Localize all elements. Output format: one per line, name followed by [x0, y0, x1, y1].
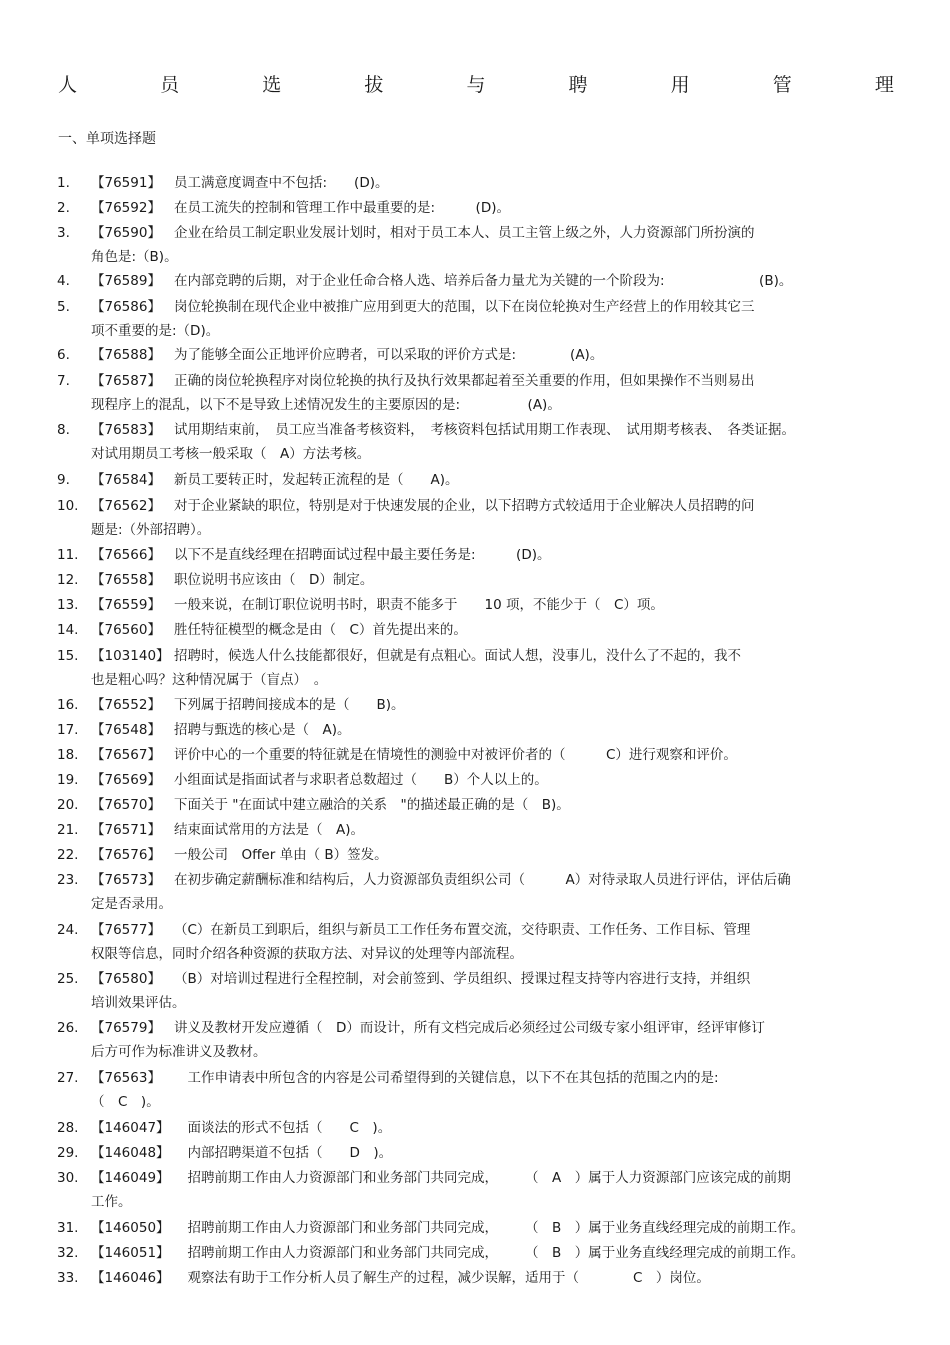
- question-text: 员工满意度调查中不包括: (D)。: [174, 175, 389, 191]
- question-text: 招聘前期工作由人力资源部门和业务部门共同完成， （ B ）属于业务直线经理完成的前期工作。: [174, 1245, 805, 1261]
- question-text: 一般来说，在制订职位说明书时，职责不能多于 10 项，不能少于（ C）项。: [174, 597, 664, 613]
- question-id: 【76577】: [91, 922, 161, 938]
- question-text-continued: 定是否录用。: [91, 896, 172, 912]
- question-id: 【76586】: [91, 299, 161, 315]
- question-id: 【146047】: [91, 1120, 170, 1136]
- question-text: 在员工流失的控制和管理工作中最重要的是: (D)。: [174, 200, 510, 216]
- title-char: 理: [874, 74, 894, 96]
- question-number: 14.: [57, 622, 79, 638]
- question-text-continued: （ C )。: [91, 1094, 160, 1110]
- question-text-continued: 也是粗心吗？这种情况属于（盲点） 。: [91, 672, 328, 688]
- question-text-continued: 项不重要的是:（D)。: [91, 323, 220, 339]
- question-number: 33.: [57, 1270, 79, 1286]
- question-id: 【76589】: [91, 273, 161, 289]
- question-number: 2.: [57, 200, 70, 216]
- question-number: 30.: [57, 1170, 79, 1186]
- question-text: 工作申请表中所包含的内容是公司希望得到的关键信息，以下不在其包括的范围之内的是:: [174, 1070, 719, 1086]
- question-id: 【76567】: [91, 747, 161, 763]
- question-number: 19.: [57, 772, 79, 788]
- title-char: 管: [772, 74, 792, 96]
- question-text: 试用期结束前， 员工应当准备考核资料， 考核资料包括试用期工作表现、 试用期考核表、 各类证据。: [174, 422, 795, 438]
- question-number: 27.: [57, 1070, 79, 1086]
- question-number: 29.: [57, 1145, 79, 1161]
- question-id: 【76566】: [91, 547, 161, 563]
- title-char: 拔: [364, 74, 384, 96]
- question-number: 3.: [57, 225, 70, 241]
- question-number: 21.: [57, 822, 79, 838]
- question-text: 胜任特征模型的概念是由（ C）首先提出来的。: [174, 622, 467, 638]
- question-id: 【76558】: [91, 572, 161, 588]
- question-text: 企业在给员工制定职业发展计划时，相对于员工本人、员工主管上级之外，人力资源部门所扮演的: [174, 225, 755, 241]
- question-text: 在初步确定薪酬标准和结构后，人力资源部负责组织公司（ A）对待录取人员进行评估，评估后确: [174, 872, 791, 888]
- question-number: 20.: [57, 797, 79, 813]
- question-text-continued: 工作。: [91, 1194, 132, 1210]
- title-char: 与: [466, 74, 486, 96]
- question-id: 【146050】: [91, 1220, 170, 1236]
- question-id: 【76584】: [91, 472, 161, 488]
- title-char: 用: [670, 74, 690, 96]
- question-number: 13.: [57, 597, 79, 613]
- question-id: 【146051】: [91, 1245, 170, 1261]
- question-id: 【76579】: [91, 1020, 161, 1036]
- question-text: 对于企业紧缺的职位，特别是对于快速发展的企业，以下招聘方式较适用于企业解决人员招聘的问: [174, 498, 755, 514]
- title-char: 选: [262, 74, 282, 96]
- question-id: 【146049】: [91, 1170, 170, 1186]
- question-number: 1.: [57, 175, 70, 191]
- question-id: 【146046】: [91, 1270, 170, 1286]
- question-id: 【146048】: [91, 1145, 170, 1161]
- question-number: 7.: [57, 373, 70, 389]
- question-text: 招聘时，候选人什么技能都很好，但就是有点粗心。面试人想，没事儿，没什么了不起的，我不: [174, 648, 741, 664]
- question-text-continued: 后方可作为标准讲义及教材。: [91, 1044, 267, 1060]
- question-number: 9.: [57, 472, 70, 488]
- question-text: 职位说明书应该由（ D）制定。: [174, 572, 374, 588]
- question-text: 观察法有助于工作分析人员了解生产的过程，减少误解，适用于（ C ）岗位。: [174, 1270, 710, 1286]
- question-number: 23.: [57, 872, 79, 888]
- question-number: 16.: [57, 697, 79, 713]
- question-id: 【76587】: [91, 373, 161, 389]
- question-text: 评价中心的一个重要的特征就是在情境性的测验中对被评价者的（ C）进行观察和评价。: [174, 747, 737, 763]
- question-id: 【103140】: [91, 648, 170, 664]
- question-number: 25.: [57, 971, 79, 987]
- question-text: 结束面试常用的方法是（ A)。: [174, 822, 365, 838]
- title-char: 聘: [568, 74, 588, 96]
- question-text-continued: 现程序上的混乱，以下不是导致上述情况发生的主要原因的是: (A)。: [91, 397, 561, 413]
- question-number: 11.: [57, 547, 79, 563]
- question-id: 【76569】: [91, 772, 161, 788]
- question-text: 为了能够全面公正地评价应聘者，可以采取的评价方式是: (A)。: [174, 347, 604, 363]
- question-text: （B）对培训过程进行全程控制，对会前签到、学员组织、授课过程支持等内容进行支持，并组织: [174, 971, 751, 987]
- question-id: 【76591】: [91, 175, 161, 191]
- question-text-continued: 权限等信息，同时介绍各种资源的获取方法、对异议的处理等内部流程。: [91, 946, 523, 962]
- question-number: 12.: [57, 572, 79, 588]
- question-text: 招聘前期工作由人力资源部门和业务部门共同完成， （ A ）属于人力资源部门应该完成的前期: [174, 1170, 791, 1186]
- question-number: 8.: [57, 422, 70, 438]
- question-id: 【76580】: [91, 971, 161, 987]
- question-text-continued: 对试用期员工考核一般采取（ A）方法考核。: [91, 446, 371, 462]
- question-id: 【76559】: [91, 597, 161, 613]
- question-text: 新员工要转正时，发起转正流程的是（ A)。: [174, 472, 459, 488]
- question-text: 下列属于招聘间接成本的是（ B)。: [174, 697, 405, 713]
- question-number: 32.: [57, 1245, 79, 1261]
- question-id: 【76571】: [91, 822, 161, 838]
- question-number: 5.: [57, 299, 70, 315]
- question-text: 正确的岗位轮换程序对岗位轮换的执行及执行效果都起着至关重要的作用，但如果操作不当则易出: [174, 373, 755, 389]
- title-char: 人: [58, 74, 78, 96]
- question-text: 招聘与甄选的核心是（ A)。: [174, 722, 351, 738]
- question-id: 【76570】: [91, 797, 161, 813]
- question-number: 24.: [57, 922, 79, 938]
- question-text: 以下不是直线经理在招聘面试过程中最主要任务是: (D)。: [174, 547, 551, 563]
- question-text: 讲义及教材开发应遵循（ D）而设计，所有文档完成后必须经过公司级专家小组评审，经评审修订: [174, 1020, 765, 1036]
- question-id: 【76592】: [91, 200, 161, 216]
- question-id: 【76562】: [91, 498, 161, 514]
- question-text: 招聘前期工作由人力资源部门和业务部门共同完成， （ B ）属于业务直线经理完成的前期工作。: [174, 1220, 805, 1236]
- question-text-continued: 培训效果评估。: [91, 995, 186, 1011]
- question-number: 18.: [57, 747, 79, 763]
- question-text: （C）在新员工到职后，组织与新员工工作任务布置交流，交待职责、工作任务、工作目标、管理: [174, 922, 751, 938]
- question-id: 【76548】: [91, 722, 161, 738]
- question-number: 4.: [57, 273, 70, 289]
- question-id: 【76563】: [91, 1070, 161, 1086]
- question-text: 下面关于 "在面试中建立融洽的关系 "的描述最正确的是（ B)。: [174, 797, 570, 813]
- question-id: 【76573】: [91, 872, 161, 888]
- question-number: 31.: [57, 1220, 79, 1236]
- question-id: 【76560】: [91, 622, 161, 638]
- question-number: 28.: [57, 1120, 79, 1136]
- question-text: 在内部竞聘的后期，对于企业任命合格人选、培养后备力量尤为关键的一个阶段为: (B)。: [174, 273, 793, 289]
- question-id: 【76576】: [91, 847, 161, 863]
- question-id: 【76588】: [91, 347, 161, 363]
- question-text-continued: 角色是:（B)。: [91, 249, 178, 265]
- title-char: 员: [160, 74, 180, 96]
- question-number: 26.: [57, 1020, 79, 1036]
- question-number: 15.: [57, 648, 79, 664]
- section-heading: 一、单项选择题: [58, 131, 156, 147]
- question-number: 6.: [57, 347, 70, 363]
- question-number: 22.: [57, 847, 79, 863]
- question-id: 【76583】: [91, 422, 161, 438]
- question-number: 17.: [57, 722, 79, 738]
- question-id: 【76590】: [91, 225, 161, 241]
- question-text-continued: 题是:（外部招聘）。: [91, 522, 211, 538]
- question-text: 小组面试是指面试者与求职者总数超过（ B）个人以上的。: [174, 772, 548, 788]
- page-title: [58, 70, 894, 97]
- question-text: 岗位轮换制在现代企业中被推广应用到更大的范围，以下在岗位轮换对生产经营上的作用较其它三: [174, 299, 755, 315]
- question-text: 内部招聘渠道不包括（ D )。: [174, 1145, 393, 1161]
- question-text: 一般公司 Offer 单由（ B）签发。: [174, 847, 388, 863]
- question-text: 面谈法的形式不包括（ C )。: [174, 1120, 392, 1136]
- question-id: 【76552】: [91, 697, 161, 713]
- question-number: 10.: [57, 498, 79, 514]
